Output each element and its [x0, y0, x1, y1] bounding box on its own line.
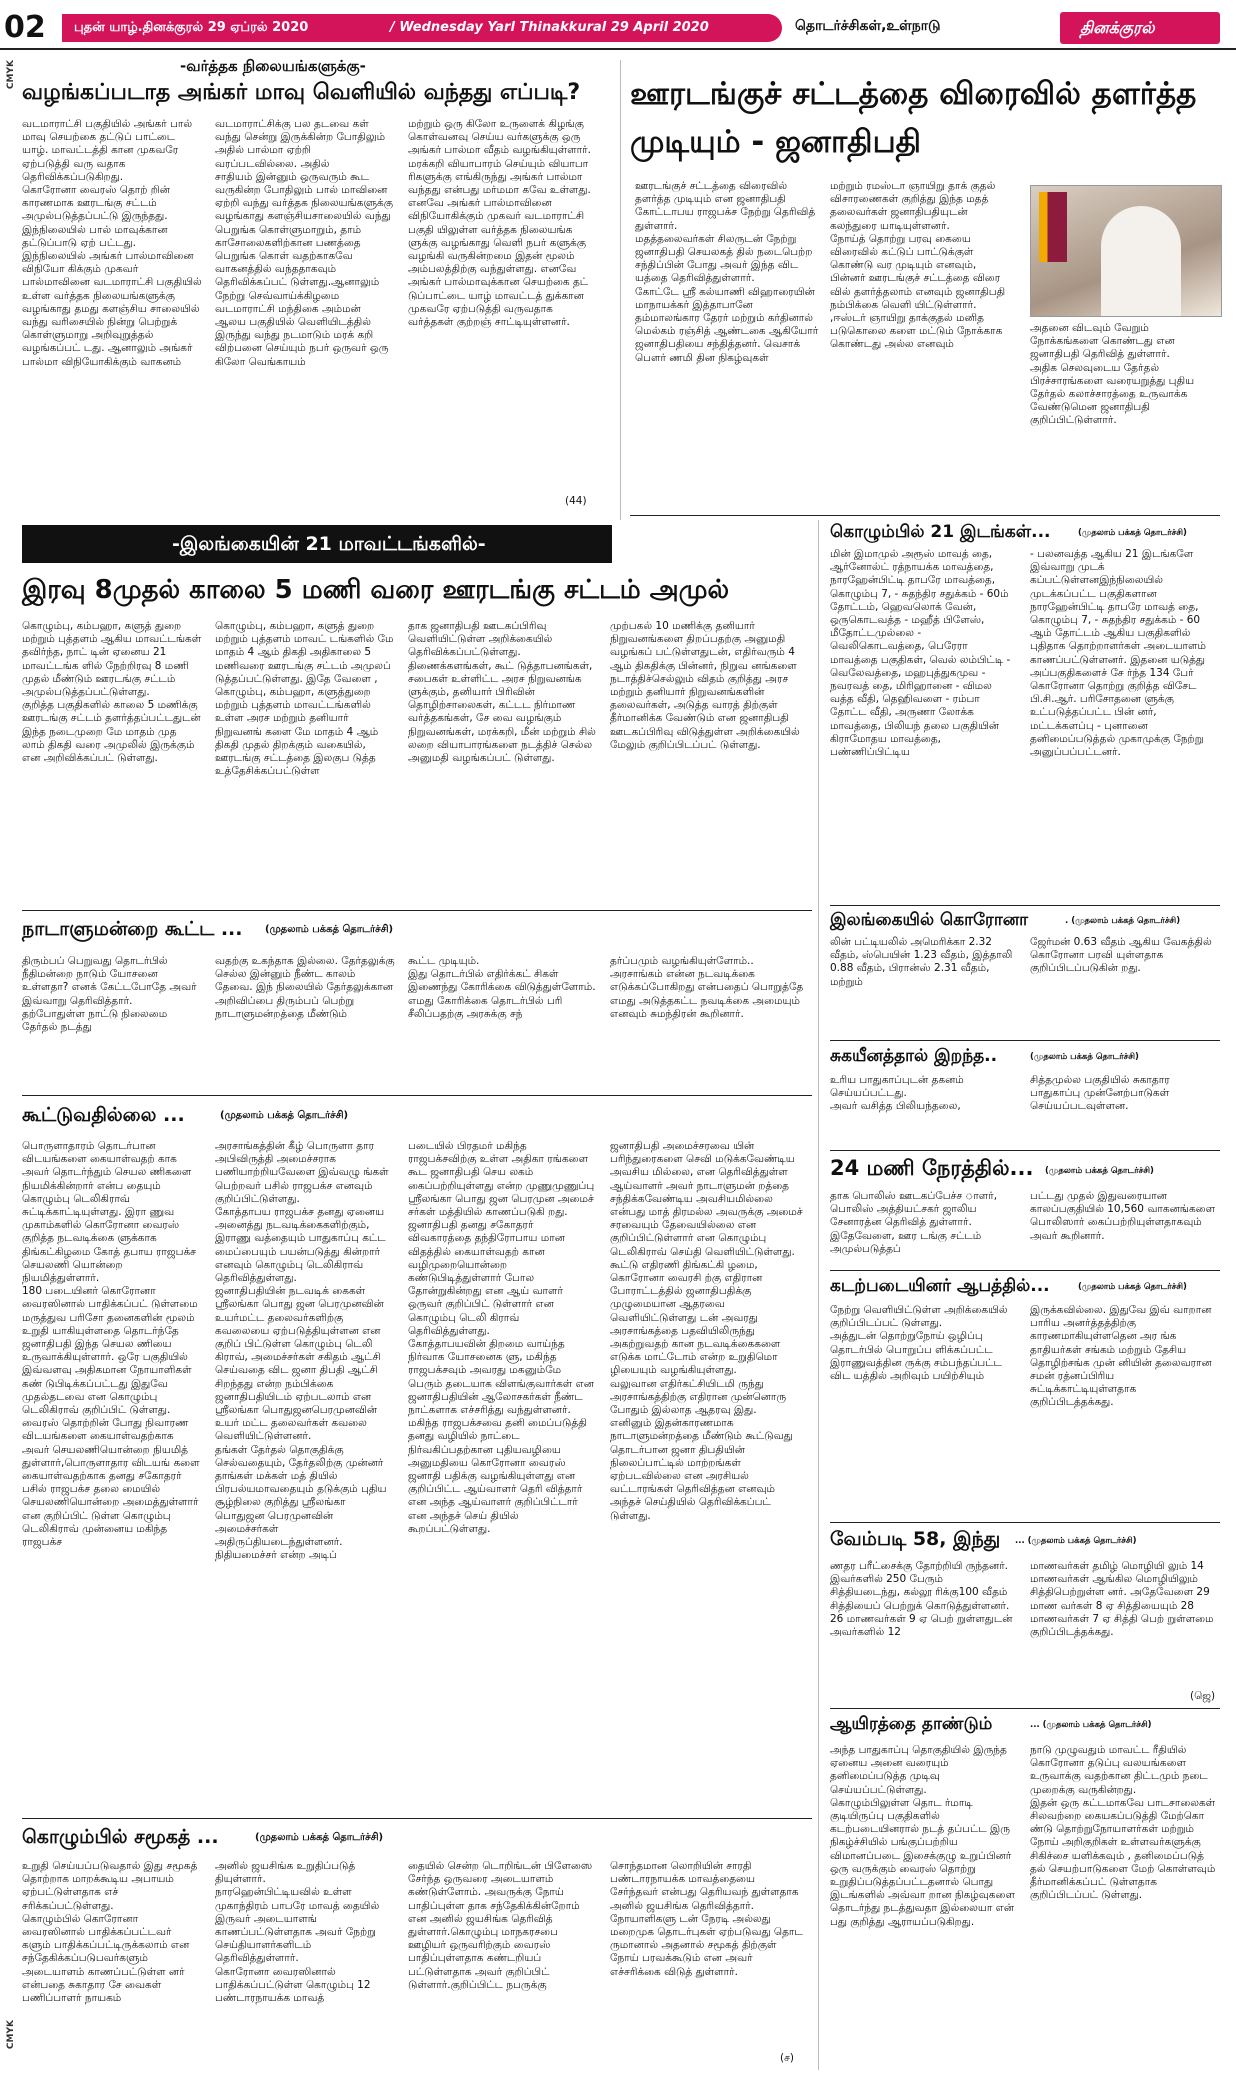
r3-title: சுகயீனத்தால் இறந்த.. — [830, 1046, 998, 1066]
s5-col4: ஜனாதிபதி அமைச்சரவை யின் பரிந்துரைகளை செவி மடுக்கவேண்டிய அவசிய மில்லை, என தெரிவித்துள்ள ஆய்வாளர் அவர் நாடாளுமன் றத்தை சந்திக்கவேண்டிய அவசியமில்லை என்பது மாத் திரமல்ல அவருக்கு அமைச் சரவையும் தேவையில்லை என குறிப்பிட்டுள்ளார் என கொழும்பு டெலிகிராவ் செய்தி வெளியிட்டுள்ளது. கூட்டு எதிரணி திங்கட்கி ழமை, கொரோனா வைரசி ற்கு எதிரான போராட்டத்தில் ஜனாதிபதிக்கு முழுமையான ஆதரவை வெளியிட்டுள்ளது டன் அவரது அரசாங்கத்தை பதவியிலிருந்து அகற்றுவதற் கான நடவடிக்கைகளை எடுக்க மாட்டோம் என்ற உறுதிமொ ழியையும் வழங்கியுள்ளது. வலுவான எதிர்கட்சியிடமி ருந்து அரசாங்கத்திற்கு எதிரான முன்னொரு போதும் இல்லாத ஆதரவு இது. எனினும் இதன்காரணமாக நாடாளுமன்றத்தை மீண்டும் கூட்டுவது தொடர்பான ஜனா திபதியின் நிலைப்பாட்டில் மாற்றங்கள் ஏற்படவில்லை என அரசியல் வட்டாரங்கள் தெரிவித்தன எனவும் அந்தச் செய்தியில் தெரிவிக்கப்பட் டுள்ளது. — [610, 1140, 803, 1522]
president-photo — [1030, 185, 1222, 317]
r6-tag: (ஜெ) — [1190, 1690, 1216, 1702]
r4-continued: (முதலாம் பக்கத் தொடர்ச்சி) — [1045, 1166, 1154, 1176]
r7-title: ஆயிரத்தை தாண்டும் — [830, 1714, 993, 1734]
masthead-logo — [1060, 12, 1220, 44]
dateline-bar — [62, 14, 782, 42]
divider-h1 — [630, 515, 1220, 516]
r4-title: 24 மணி நேரத்தில்... — [830, 1156, 1034, 1180]
r3-col2: சித்தமுல்ல பகுதியில் சுகாதார பாதுகாப்பு முன்னேற்பாடுகள் செய்யப்படவுள்ளன. — [1030, 1074, 1170, 1113]
divider-r4 — [830, 1270, 1220, 1271]
s6-title: கொழும்பில் சமூகத் ... — [22, 1826, 219, 1848]
s4-col3: கூட்ட முடியும். இது தொடர்பில் எதிர்க்கட் சிகள் இணைந்து கோரிக்கை விடுத்துள்ளோம். எமது கோரிக்கை தொடர்பில் பரி சீலிப்பதற்கு அரசுக்கு சந் — [408, 955, 596, 1020]
logo-text: தினக்குரல் — [1080, 18, 1155, 37]
s2-col2: மற்றும் ரமஸ்டா ஞாயிறு தாக் குதல் விசாரணைகள் குறித்து இந்த மதத் தலைவர்கள் ஜனாதிபதியுடன் கலந்துரை யாடியுள்ளனர். நோய்த் தொற்று பரவு கையை விரைவில் கட்டுப் பாட்டுக்குள் கொண்டு வர முடியும் எனவும், பின்னர் ஊரடங்குச் சட்டத்தை விரை வில் தளர்த்தலாம் எனவும் ஜனாதிபதி நம்பிக்கை வெளி யிட்டுள்ளார். ,ஈஸ்டர் ஞாயிறு தாக்குதல் மனித படுகொலை களை மட்டும் நோக்காக கொண்டது அல்ல எனவும் — [830, 180, 1006, 351]
s4-col2: வதற்கு உகந்தாக இல்லை. தேர்தலுக்கு செல்ல இன்னும் நீண்ட காலம் தேவை. இந் நிலையில் தேர்தலுக்கான அறிவிப்பை திரும்பப் பெற்று நாடாளுமன்றத்தை மீண்டும் — [215, 955, 395, 1020]
s3-col1: கொழும்பு, கம்பஹா, களுத் துறை மற்றும் புத்தளம் ஆகிய மாவட்டங்கள் தவிர்ந்த, நாட் டின் ஏனைய 21 மாவட்டங்க ளில் நேற்றிரவு 8 மணி முதல் மீண்டும் ஊரடங்கு சட்டம் அமுல்படுத்தப்பட்டுள்ளது. குறித்த பகுதிகளில் காலை 5 மணிக்கு ஊரடங்கு சட்டம் தளர்த்தப்பட்டதுடன் இந்த நடைமுறை மே மாதம் முத லாம் திகதி வரை அமுலில் இருக்கும் என அறிவிக்கப்பட் டுள்ளது. — [22, 620, 202, 765]
s2-col1: ஊரடங்குச் சட்டத்தை விரைவில் தளர்த்த முடியும் என ஜனாதிபதி கோட்டாபய ராஜபக்ச நேற்று தெரிவித் துள்ளார். மதத்தலைவர்கள் சிலருடன் நேற்று ஜனாதிபதி செயலகத் தில் நடைபெற்ற சந்திப்பின் போது அவர் இந்த விட யத்தை தெரிவித்துள்ளார். கோட்டே ஸ்ரீ கல்யாணி விஹாரையின் மாநாயக்கர் இத்தாபானே தம்மாலங்கார தேரர் மற்றும் கர்தினால் மெல்கம் ரஞ்சித் ஆண்டகை ஆகியோர் ஜனாதிபதியை சந்தித்தனர். வெசாக் பௌர் ணமி தின நிகழ்வுகள் — [635, 180, 819, 364]
divider-v1 — [620, 60, 621, 520]
s4-continued: (முதலாம் பக்கத் தொடர்ச்சி) — [265, 924, 394, 935]
s3-banner — [22, 525, 612, 563]
r1-continued: (முதலாம் பக்கத் தொடர்ச்சி) — [1078, 528, 1187, 538]
r3-col1: உரிய பாதுகாப்புடன் தகனம் செய்யப்பட்டது. அவர் வசித்த பிலியந்தலை, — [830, 1074, 964, 1113]
divider-h4 — [22, 1818, 812, 1819]
s2-headline: ஊரடங்குச் சட்டத்தை விரைவில் தளர்த்த முடியும் - ஜனாதிபதி — [630, 76, 1197, 160]
r4-col1: தாக பொலிஸ் ஊடகப்பேச்ச ாளர், பொலிஸ் அத்தியட்சகர் ஜாலிய சேனாரத்ன தெரிவித் துள்ளார். இதேவேளை, ஊர டங்கு சட்டம் அமுல்படுத்தப் — [830, 1190, 998, 1255]
s6-tag: (ச) — [780, 2052, 795, 2064]
divider-r6 — [830, 1708, 1220, 1709]
r5-col1: நேற்று வெளியிட்டுள்ள அறிக்கையில் குறிப்பிடப்பட் டுள்ளது. அத்துடன் தொற்றுநோய் ஒழிப்பு தொடர்பில் பொறுப்ப ளிக்கப்பட்ட இராணுவத்தின ருக்கு சம்பந்தப்பட்ட விட யத்தில் அறிவும் பயிற்சியும் — [830, 1304, 1008, 1383]
s5-title: கூட்டுவதில்லை ... — [22, 1104, 185, 1126]
r6-col1: ணதர பரீட்சைக்கு தோற்றியி ருந்தனர். இவர்களில் 250 பேரும் சித்தியடைந்து, கல்லூ ரிக்கு100 வீதம் சித்தியைப் பெற்றுக் கொடுத்துள்ளனர். 26 மாணவர்கள் 9 ஏ பெற் றுள்ளதுடன் அவர்களில் 12 — [830, 1560, 1013, 1639]
r2-title: இலங்கையில் கொரோனா — [830, 910, 1029, 930]
cmyk-mark-top: CMYK — [6, 60, 16, 90]
divider-v2 — [818, 520, 819, 2070]
r5-continued: (முதலாம் பக்கத் தொடர்ச்சி) — [1078, 1282, 1187, 1292]
r4-col2: பட்டது முதல் இதுவரையான காலப்பகுதியில் 10,560 வாகனங்களை பொலிஸார் கைப்பற்றியுள்ளதாகவும் அவர் கூறினார். — [1030, 1190, 1216, 1242]
s6-col4: சொந்தமான லொறியின் சாரதி பண்டாரநாயக்க மாவத்தையை சேர்ந்தவர் என்பது தெரியவந் துள்ளதாக அனில் ஜயசிங்க தெரிவித்தார். நோயாளிகளு டன் நேரடி அல்லது மறைமுக தொடர்புகள் ஏற்படுவது தொட ருமானால் அதனால் சமூகத் திற்குள் நோய் பரவக்கூடும் என அவர் எச்சரிக்கை விடுத் துள்ளார். — [610, 1860, 803, 1978]
r1-col1: மின் இமாமுல் அரூஸ் மாவத் தை, ஆர்னோல்ட் ரத்நாயக்க மாவத்தை, நாரஹேன்பிட்டி தாபரே மாவத்தை, கொழும்பு 7, - சுதந்திர சதுக்கம் - 60ம் தோட்டம், ஹெவலொக் வேன், ஒருகொடவத்த - மஹீத் பிளேஸ், மீதோட்டமுல்லை - வெலிகொடவத்தை, பெரேரா மாவத்தை பகுதிகள், வெல் லம்பிட்டி - வெலேவத்தை, மஹபுத்துகமுவ - நவரவத் தை, மிரிஹானை - விமல வத்த வீதி, தெஹிவளை - ரம்பா தோட்ட வீதி, அருணா லோக்க மாவத்தை, பிலியந் தலை பகுதியின் கிராமோதய மாவத்தை, பண்ணிப்பிட்டிய — [830, 548, 1011, 759]
s5-col2: அரசாங்கத்தின் கீழ் பொருளா தார அபிவிருத்தி அமைச்சராக பணியாற்றியவேளை இவ்வழு ங்கள் பெற்றவர் பசில் ராஜபக்ச எனவும் குறிப்பிட்டுள்ளது. கோத்தாபய ராஜபக்ச தனது ஏனைய அனைத்து நடவடிக்கைகளிற்கும், இராணு வத்தையும் பாதுகாப்பு கட்ட மைப்பையும் பயன்படுத்து கின்றார் எனவும் கொழும்பு டெலிகிராவ் தெரிவித்துள்ளது. ஜனாதிபதியின் நடவடிக் கைகள் ஸ்ரீலங்கா பொது ஜன பெரமுனவின் உயர்மட்ட தலைவர்களிற்கு கவலையை ஏற்படுத்தியுள்ளன என குறிப் பிட்டுள்ள கொழும்பு டெலி கிராவ், அமைச்சர்கள் சகிதம் ஆட்சி செய்வதை விட ஜனா திபதி ஆட்சி சிறந்தது என்ற நம்பிக்கை ஜனாதிபதியிடம் ஏற்படலாம் என ஸ்ரீலங்கா பொதுஜனபெரமுனவின் உயர் மட்ட தலைவர்கள் கவலை வெளியிட்டுள்ளனர். தங்கள் தேர்தல் தொகுதிக்கு செல்வதையும், தேர்தலிற்கு முன்னர் தாங்கள் மக்கள் மத் தியில் பிரபல்யமாவதையும் தடுக்கும் புதிய சூழ்நிலை குறித்து ஸ்ரீலங்கா பொதுஜன பெரமுனவின் அமைச்சர்கள் அதிருப்தியடைந்துள்ளனர். நிதியமைச்சர் என்ற அடிப் — [215, 1140, 389, 1562]
s6-col3: தையில் சென்ற டொறிங்டன் பிளேஸை சேர்ந்த ஒருவரை அடையாளம் கண்டுள்ளோம். அவருக்கு நோய் பாதிப்புள்ள தாக சந்தேகிக்கின்றோம் என அனில் ஜயசிங்க தெரிவித் துள்ளார்.கொழும்பு மாநகரசபை ஊழியர் ஒருவரிற்கும் வைரஸ் பாதிப்புள்ளதாக கண்டறியப் பட்டுள்ளதாக அவர் குறிப்பிட் டுள்ளார்.குறிப்பிட்ட நபருக்கு — [408, 1860, 593, 1991]
r2-continued: . (முதலாம் பக்கத் தொடர்ச்சி) — [1065, 916, 1181, 926]
flag-icon — [1039, 192, 1067, 262]
s6-continued: (முதலாம் பக்கத் தொடர்ச்சி) — [255, 1832, 384, 1843]
s1-col3: மற்றும் ஒரு கிலோ உருளைக் கிழங்கு கொள்வனவு செய்ய வர்களுக்கு ஒரு அங்கர் பால்மா வீதம் வழங்கியுள்ளார். மரக்கறி வியாபாரம் செய்யும் வியாபா ரிகளுக்கு எங்கிருந்து அங்கர் பால்மா வந்தது என்பது மர்மமா கவே உள்ளது. எனவே அங்கர் பால்மாவினை விநியோகிக்கும் முகவர் வடமாராட்சி பகுதி யிலுள்ள வர்த்தக நிலையங்க ளுக்கு வழங்காது வெளி நபர் களுக்கு வழங்கி வருகின்றமை இதன் மூலம் அம்பலத்திற்கு வந்துள்ளது. எனவே அங்கர் பால்மாவுக்கான செயற்கை தட் டுப்பாட்டை யாழ் மாவட்டத் துக்கான முகவரே ஏற்படுத்தி வருவதாக வர்த்தகள் குற்றஞ் சாட்டியுள்ளனர். — [408, 118, 591, 329]
r7-col1: அந்த பாதுகாப்பு தொகுதியில் இருந்த ஏனைய அனை வரையும் தனிமைப்படுத்த முடிவு செய்யப்பட்டுள்ளது. கொழும்பிலுள்ள தொட ர்மாடி குடியிருப்பு பகுதிகளில் கடற்படையினரால் நடத் தப்பட்ட இரு நிகழ்ச்சியில் பங்குப்பற்றிய விமானப்படை இசைக்குழு உறுப்பினர் ஒரு வருக்கும் வைரஸ் தொற்று உறுதிப்படுத்தப்பட்டதனால் பொது இடங்களில் அவ்வா றான நிகழ்வுகளை தொடர்ந்து நடத்துவதா இல்லையா என் பது குறித்து ஆராயப்படுகிறது. — [830, 1744, 1015, 1928]
dateline-english: / Wednesday Yarl Thinakkural 29 April 2020 — [390, 20, 709, 35]
s5-col3: படையில் பிரதமர் மகிந்த ராஜபக்சவிற்கு உள்ள அதிகா ரங்களை கூட ஜனாதிபதி செய லகம் கைப்பற்றியுள்ளது என்ற முணுமுணுப்பு ஸ்ரீலங்கா பொது ஜன பெரமுன அமைச் சர்கள் மத்தியில் காணப்படுகி றது. ஜனாதிபதி தனது சகோதரர் விவகாரத்தை தந்திரோபாய மான விதத்தில் கையாள்வதற் கான வழிமுறையொன்றை கண்டுபிடித்துள்ளார் போல தோன்றுகின்றது என ஆய் வாளர் ஒருவர் குறிப்பிட் டுள்ளார் என கொழும்பு டெலி கிராவ் தெரிவித்துள்ளது. கோத்தாபயவின் திறமை வாய்ந்த நிர்வாக யோசனைக ளு, மகிந்த ராஜபக்சவும் அவரது மகனும்மே பெரும் தடையாக விளங்குவார்கள் என ஜனாதிபதியின் ஆலோசகர்கள் நீண்ட நாட்களாக எச்சரித்து வந்துள்ளனர். மகிந்த ராஜபக்சவை தனி மைப்படுத்தி தனது வழியில் நாட்டை நிர்வகிப்பதற்கான புதியவழியை அனுமதியை கொரோனா வைரஸ் ஜனாதி பதிக்கு வழங்கியுள்ளது என குறிப்பிட்ட ஆய்வாளர் தெரி வித்தார் என அந்த ஆய்வாளர் குறிப்பிட்டார் என அந்தச் செய் தியில் கூறப்பட்டுள்ளது. — [408, 1140, 595, 1535]
r6-continued: ... (முதலாம் பக்கத் தொடர்ச்சி) — [1015, 1536, 1137, 1546]
r2-col1: லின் பட்டியலில் அமெரிக்கா 2.32 வீதம், ஸ்பெயின் 1.23 வீதம், இத்தாலி 0.88 வீதம், பிரான்ஸ் 2.31 வீதம், மற்றும் — [830, 936, 1013, 988]
s6-col1: உறுதி செய்யப்படுவதால் இது சமூகத் தொற்றாக மாறக்கூடிய அபாயம் ஏற்பட்டுள்ளதாக எச் சரிக்கப்பட்டுள்ளது. கொழும்பில் கொரோனா வைரஸினால் பாதிக்கப்பட்டவர் களும் பாதிக்கப்பட்டிருக்கலாம் என சந்தேகிக்கப்படுபவர்களும் அடையாளம் காணப்பட்டுள்ள னர் என்பதை சுகாதார சே வைகள் பணிப்பாளர் நாயகம் — [22, 1860, 198, 2005]
divider-r2 — [830, 1040, 1220, 1041]
s3-col4: முற்பகல் 10 மணிக்கு தனியார் நிறுவனங்களை திறப்பதற்கு அனுமதி வழங்கப் பட்டுள்ளதுடன், எதிர்வரும் 4 ஆம் திகதிக்கு பின்னர், நிறுவ னங்களை நடாத்திச்செல்லும் விதம் குறித்து அரச மற்றும் தனியார் நிறுவனங்களின் தலைவர்கள், அடுத்த வாரத் திற்குள் தீர்மானிக்க வேண்டும் என ஜனாதிபதி ஊடகப்பிரிவு விடுத்துள்ள அறிக்கையில் மேலும் குறிப்பிடப்பட் டுள்ளது. — [610, 620, 800, 751]
divider-r1 — [830, 905, 1220, 906]
s1-col1: வடமாராட்சி பகுதியில் அங்கர் பால் மாவு செயற்கை தட்டுப் பாட்டை யாழ். மாவட்டத்தி கான முகவரே ஏற்படுத்தி வரு வதாக தெரிவிக்கப்படுகிறது. கொரோனா வைரஸ் தொற் றின் காரணமாக ஊரடங்கு சட்டம் அமுல்படுத்தப்பட்டு இருந்தது. இந்நிலையில் பால் மாவுக்கான தட்டுப்பாடு ஏற் பட்டது. இந்நிலையில் அங்கர் பால்மாவினை விநியோ கிக்கும் முகவர் பால்மாவினை வடமாராட்சி பகுதியில் உள்ள வர்த்தக நிலையங்களுக்கு வழங்காது தமது களஞ்சிய சாலையில் வந்து வரிசையில் நின்று பெற்றுக் கொள்ளுமாறு அறிவுறுத்தல் வழங்கப்பட் டது. ஆனாலும் அங்கர் பால்மா விநியோகிக்கும் வாகனம் — [22, 118, 202, 368]
r2-col2: ஜேர்மன் 0.63 வீதம் ஆகிய வேகத்தில் கொரோனா பரவி யுள்ளதாக குறிப்பிடப்படுகின் றது. — [1030, 936, 1212, 975]
s3-banner-text: -இலங்கையின் 21 மாவட்டங்களில்- — [172, 533, 486, 555]
s1-headline: வழங்கப்படாத அங்கர் மாவு வெளியில் வந்தது எப்படி? — [22, 80, 581, 105]
r1-col2: - பலனவத்த ஆகிய 21 இடங்களே இவ்வாறு முடக் கப்பட்டுள்ளனஇந்நிலையில் முடக்கப்பட்ட பகுதிகளான நாரஹேன்பிட்டி தாபரே மாவத் தை, கொழும்பு 7, - சுதந்திர சதுக்கம் - 60 ஆம் தோட்டம் ஆகிய பகுதிகளில் புதிதாக தொற்றாளர்கள் அடையாளம் காணப்பட்டுள்ளனர். இதனை யடுத்து அப்பகுதிகளைச் சே ர்ந்த 134 பேர் கொரோனா தொற்று குறித்த விசேட பி.சி.ஆர். பரிசோதனை ளுக்கு உட்படுத்தப்பட்ட பின் னர், மட்டக்களப்பு - புனானை தனிமைப்படுத்தல் முகாமுக்கு நேற்று அனுப்பப்பட்டனர். — [1030, 548, 1206, 759]
r5-title: கடற்படையினர் ஆபத்தில்... — [830, 1276, 1050, 1296]
r7-continued: ... (முதலாம் பக்கத் தொடர்ச்சி) — [1030, 1720, 1152, 1730]
s4-title: நாடாளுமன்றை கூட்ட ... — [22, 918, 243, 940]
s2-col3: அதனை விடவும் வேறும் நோக்கங்களை கொண்டது என ஜனாதிபதி தெரிவித் துள்ளார். அதிக செலவுடைய தேர்தல் பிரச்சாரங்களை வரையறுத்து புதிய தேர்தல் கலாச்சாரத்தை உருவாக்க வேண்டுமென ஜனாதிபதி குறிப்பிட்டுள்ளார். — [1030, 322, 1195, 427]
s3-col2: கொழும்பு, கம்பஹா, களுத் துறை மற்றும் புத்தளம் மாவட் டங்களில் மே மாதம் 4 ஆம் திகதி அதிகாலை 5 மணிவரை ஊரடங்கு சட்டம் அமுலப் டுத்தப்பட்டுள்ளது. இதே வேளை , கொழும்பு, கம்பஹா, களுத்துறை மற்றும் புத்தளம் மாவட்டங்களில் உள்ள அரச மற்றும் தனியார் நிறுவனங் களை மே மாதம் 4 ஆம் திகதி முதல் திறக்கும் வகையில், ஊரடங்கு சட்டத்தை இலகுப டுத்த உத்தேசிக்கப்பட்டுள்ள — [215, 620, 394, 778]
s5-continued: (முதலாம் பக்கத் தொடர்ச்சி) — [220, 1110, 349, 1121]
s4-col1: திரும்பப் பெறுவது தொடர்பில் நீதிமன்றை நாடும் யோசனை உள்ளதா? எனக் கேட்டபோதே அவர் இவ்வாறு தெரிவித்தார். தற்போதுள்ள நாட்டு நிலைமை தேர்தல் நடத்து — [22, 955, 197, 1034]
s1-col2: வடமாராட்சிக்கு பல தடவை கள் வந்து சென்று இருக்கின்ற போதிலும் அதில் பால்மா ஏற்றி வரப்படவில்லை. அதில் சாதியம் இன்னும் ஒருவரும் கூட வருகின்ற போதிலும் பால் மாவினை ஏற்றி வந்து வர்த்தக நிலையங்களுக்கு வழங்காது களஞ்சியசாலையில் வந்து பெறுங்க கொள்ளுமாறும், தாம் காசோலைகளிற்கான பணத்தை பெறுங்க கொள் வதற்காகவே வாகனத்தில் வந்ததாகவும் தெரிவிக்கப்பட் டுள்ளது.ஆனாலும் நேற்று செவ்வாய்க்கிழமை வடமாராட்சி மந்திகை அம்மன் ஆலய பகுதியில் வெளியிடத்தில் இருந்து வந்து நடமாடும் மரக் கறி விற்பனை செய்யும் நபர் ஒருவர் ஒரு கிலோ வெங்காயம் — [215, 118, 393, 368]
r5-col2: இருக்கவில்லை. இதுவே இவ் வாறான பாரிய அனர்த்தத்திற்கு காரணமாகியுள்ளதென அர ங்க தாதியர்கள் சங்கம் மற்றும் தேசிய தொழிற்சங்க முன் னியின் தலைவரான சமன் ரத்னப்பிரிய சுட்டிக்காட்டியுள்ளதாக குறிப்பிடத்தக்கது. — [1030, 1304, 1212, 1409]
r6-col2: மாணவர்கள் தமிழ் மொழியி லும் 14 மாணவர்கள் ஆங்கில மொழியிலும் சித்திபெற்றுள்ள னர். அதேவேளை 29 மாண வர்கள் 8 ஏ சித்தியையும் 28 மாணவர்கள் 7 ஏ சித்தி பெற் றுள்ளமை குறிப்பிடத்தக்கது. — [1030, 1560, 1214, 1639]
r3-continued: (முதலாம் பக்கத் தொடர்ச்சி) — [1030, 1052, 1139, 1062]
dateline-tamil: புதன் யாழ்.தினக்குரல் 29 ஏப்ரல் 2020 — [74, 20, 309, 35]
r6-title: வேம்படி 58, இந்து — [830, 1528, 1001, 1550]
s4-col4: தர்ப்பமும் வழங்கியுள்ளோம்.. அரசாங்கம் என்ன நடவடிக்கை எடுக்கப்போகிறது என்பதைப் பொறுத்தே எமது அடுத்தகட்ட நவடிக்கை அமையும் எனவும் சுமந்திரன் கூறினார். — [610, 955, 804, 1020]
section-label: தொடர்ச்சிகள்,உள்நாடு — [795, 18, 941, 34]
s5-col1: பொருளாதாரம் தொடர்பான விடயங்களை கையாள்வதற் காக அவர் தொடர்ந்தும் செயல ணிகளை நியமிக்கின்றார் என்ப தையும் கொழும்பு டெலிகிராவ் சுட்டிக்காட்டியுள்ளது. இரா ணுவ முகாம்களில் கொரோனா வைரஸ் குறித்த நடவடிக்கை ளுக்காக திங்கட்கிழமை கோத் தபாய ராஜபக்ச செயலணி யொன்றை நியமித்துள்ளார். 180 படையினர் கொரோனா வைரஸினால் பாதிக்கப்பட் டுள்ளமை மருத்துவ பரிசோ தனைகளின் மூலம் உறுதி யாகியுள்ளதை தொடர்ந்தே ஜனாதிபதி இந்த செயல ணியை உருவாக்கியுள்ளார். ஒரே பகுதியில் இவ்வளவு அதிகமான நோயாளிகள் கண் டுபிடிக்கப்பட்டது இதுவே முதல்தடவை என கொழும்பு டெலிகிராவ் குறிப்பிட் டுள்ளது. வைரஸ் தொற்றின் போது நிவாரண விடயங்களை கையாள்வதற்காக அவர் செயலணியொன்றை நியமித் துள்ளார்,பொருளாதார விடயங் களை கையாள்வதற்காக தனது சகோதரர் பசில் ராஜபக்ச தலை மையில் செயலணியொன்றை அமைத்துள்ளார் என குறிப்பிட் டுள்ள கொழும்பு டெலிகிராவ் முன்னைய மகிந்த ராஜபக்ச — [22, 1140, 200, 1549]
cmyk-mark-bottom: CMYK — [6, 2020, 16, 2050]
r1-title: கொழும்பில் 21 இடங்கள்... — [830, 522, 1051, 542]
divider-h3 — [22, 1095, 812, 1096]
r7-col2: நாடு முழுவதும் மாவட்ட ரீதியில் கொரோனா தடுப்பு வலயங்களை உருவாக்கு வதற்கான திட்டமும் நடை முறைக்கு வருகின்றது. இதன் ஒரு கட்டமாகவே பாடசாலைகள் சிலவற்றை கையகப்படுத்தி மேற்கொ ண்டு தொற்றுநோயாளர்கள் மற்றும் நோய் அறிகுறிகள் உள்ளவர்களுக்கு சிகிச்சை யளிக்கவும் , தனிமைப்படுத் தல் செயற்பாடுகளை மேற் கொள்ளவும் தீர்மானிக்கப்பட் டுள்ளதாக குறிப்பிடப்பட் டுள்ளது. — [1030, 1744, 1216, 1902]
divider-r3 — [830, 1150, 1220, 1151]
s3-headline: இரவு 8முதல் காலை 5 மணி வரை ஊரடங்கு சட்டம் அமுல் — [22, 575, 730, 605]
divider-r5 — [830, 1522, 1220, 1523]
page-number: 02 — [4, 10, 46, 45]
divider-h2 — [22, 910, 812, 911]
s3-col3: தாக ஜனாதிபதி ஊடகப்பிரிவு வெளியிட்டுள்ள அறிக்கையில் தெரிவிக்கப்பட்டுள்ளது. திணைக்களங்கள், கூட் டுத்தாபனங்கள், சபைகள் உள்ளிட்ட அரச நிறுவனங்க ளுக்கும், தனியார் பிரிவின் தொழிற்சாலைகள், கட்டட நிர்மாண வர்த்தகங்கள், சே வை வழங்கும் நிறுவனங்கள், மரக்கறி, மீன் மற்றும் சில் லறை வியாபாரங்களை நடத்திச் செல்ல அனுமதி வழங்கப்பட் டுள்ளது. — [408, 620, 596, 765]
s1-tag: (44) — [565, 495, 587, 507]
s1-kicker: -வர்த்தக நிலையங்களுக்கு- — [180, 57, 366, 75]
person-shape — [1101, 206, 1181, 316]
header-rule — [0, 48, 1236, 50]
s6-col2: அனில் ஜயசிங்க உறுதிப்படுத் தியுள்ளார். நாரஹென்பிட்டியவில் உள்ள முகாந்திரம் பாபரே மாவத் தையில் இருவர் அடையாளங் காணப்பட்டுள்ளதாக அவர் நேற்று செய்தியாளர்களிடம் தெரிவித்துள்ளார். கொரோனா வைரஸினால் பாதிக்கப்பட்டுள்ள கொழும்பு 12 பண்டாரநாயக்க மாவத் — [215, 1860, 380, 2005]
